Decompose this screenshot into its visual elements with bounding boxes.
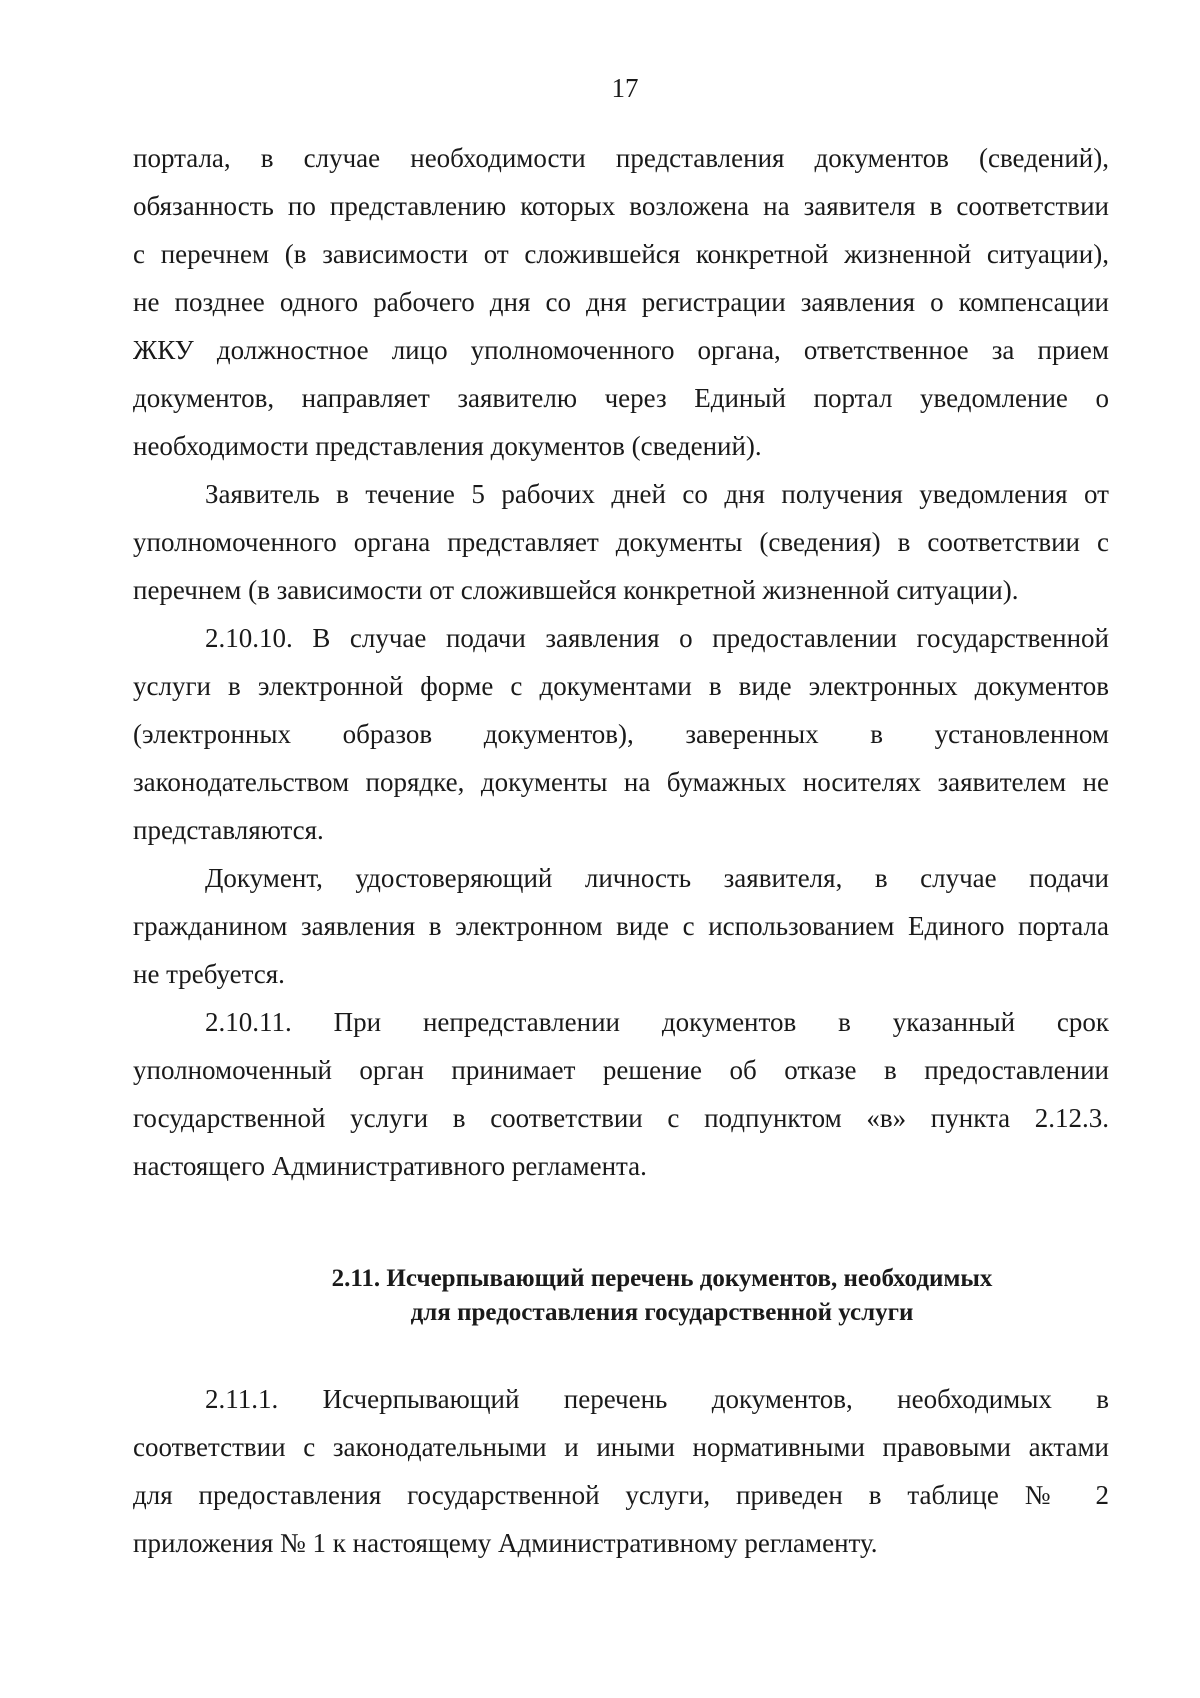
text-line: не требуется. bbox=[133, 959, 285, 989]
text-line: 2.10.11. При непредставлении документов в указанный срок bbox=[205, 1007, 1109, 1037]
text-line: (электронных образов документов), заверенных в установленном bbox=[133, 719, 1109, 749]
text-line: Документ, удостоверяющий личность заявителя, в случае подачи bbox=[205, 863, 1109, 893]
text-line: законодательством порядке, документы на бумажных носителях заявителем не bbox=[133, 767, 1109, 797]
text-line: Заявитель в течение 5 рабочих дней со дня получения уведомления от bbox=[205, 479, 1109, 509]
text-line: приложения № 1 к настоящему Административному регламенту. bbox=[133, 1528, 878, 1558]
text-line: соответствии с законодательными и иными нормативными правовыми актами bbox=[133, 1432, 1109, 1462]
text-line: 2.10.10. В случае подачи заявления о предоставлении государственной bbox=[205, 623, 1109, 653]
text-line: необходимости представления документов (сведений). bbox=[133, 431, 762, 461]
text-line: уполномоченного органа представляет документы (сведения) в соответствии с bbox=[133, 527, 1109, 557]
text-line: 2.11.1. Исчерпывающий перечень документов, необходимых в bbox=[205, 1384, 1109, 1414]
body-text bbox=[133, 134, 1109, 1190]
text-line: представляются. bbox=[133, 815, 324, 845]
text-line: настоящего Административного регламента. bbox=[133, 1151, 647, 1181]
paragraph bbox=[133, 614, 1109, 854]
paragraph bbox=[133, 134, 1109, 470]
text-line: государственной услуги в соответствии с подпунктом «в» пункта 2.12.3. bbox=[133, 1103, 1109, 1133]
text-line: с перечнем (в зависимости от сложившейся конкретной жизненной ситуации), bbox=[133, 239, 1109, 269]
paragraph bbox=[133, 998, 1109, 1190]
text-line: портала, в случае необходимости представления документов (сведений), bbox=[133, 143, 1109, 173]
text-line: документов, направляет заявителю через Единый портал уведомление о bbox=[133, 383, 1109, 413]
text-line: ЖКУ должностное лицо уполномоченного органа, ответственное за прием bbox=[133, 335, 1109, 365]
paragraph bbox=[133, 470, 1109, 614]
heading-line: для предоставления государственной услуги bbox=[410, 1299, 914, 1326]
text-line: уполномоченный орган принимает решение об отказе в предоставлении bbox=[133, 1055, 1109, 1085]
text-line: перечнем (в зависимости от сложившейся конкретной жизненной ситуации). bbox=[133, 575, 1019, 605]
section-body bbox=[133, 1375, 1109, 1567]
heading-line: 2.11. Исчерпывающий перечень документов, необходимых bbox=[331, 1265, 993, 1292]
text-line: не позднее одного рабочего дня со дня регистрации заявления о компенсации bbox=[133, 287, 1109, 317]
text-line: гражданином заявления в электронном виде с использованием Единого портала bbox=[133, 911, 1109, 941]
text-line: для предоставления государственной услуги, приведен в таблице № 2 bbox=[133, 1480, 1109, 1510]
section-heading bbox=[133, 1262, 1191, 1330]
paragraph bbox=[133, 854, 1109, 998]
text-line: обязанность по представлению которых возложена на заявителя в соответствии bbox=[133, 191, 1109, 221]
page-number: 17 bbox=[611, 73, 639, 103]
text-line: услуги в электронной форме с документами в виде электронных документов bbox=[133, 671, 1109, 701]
